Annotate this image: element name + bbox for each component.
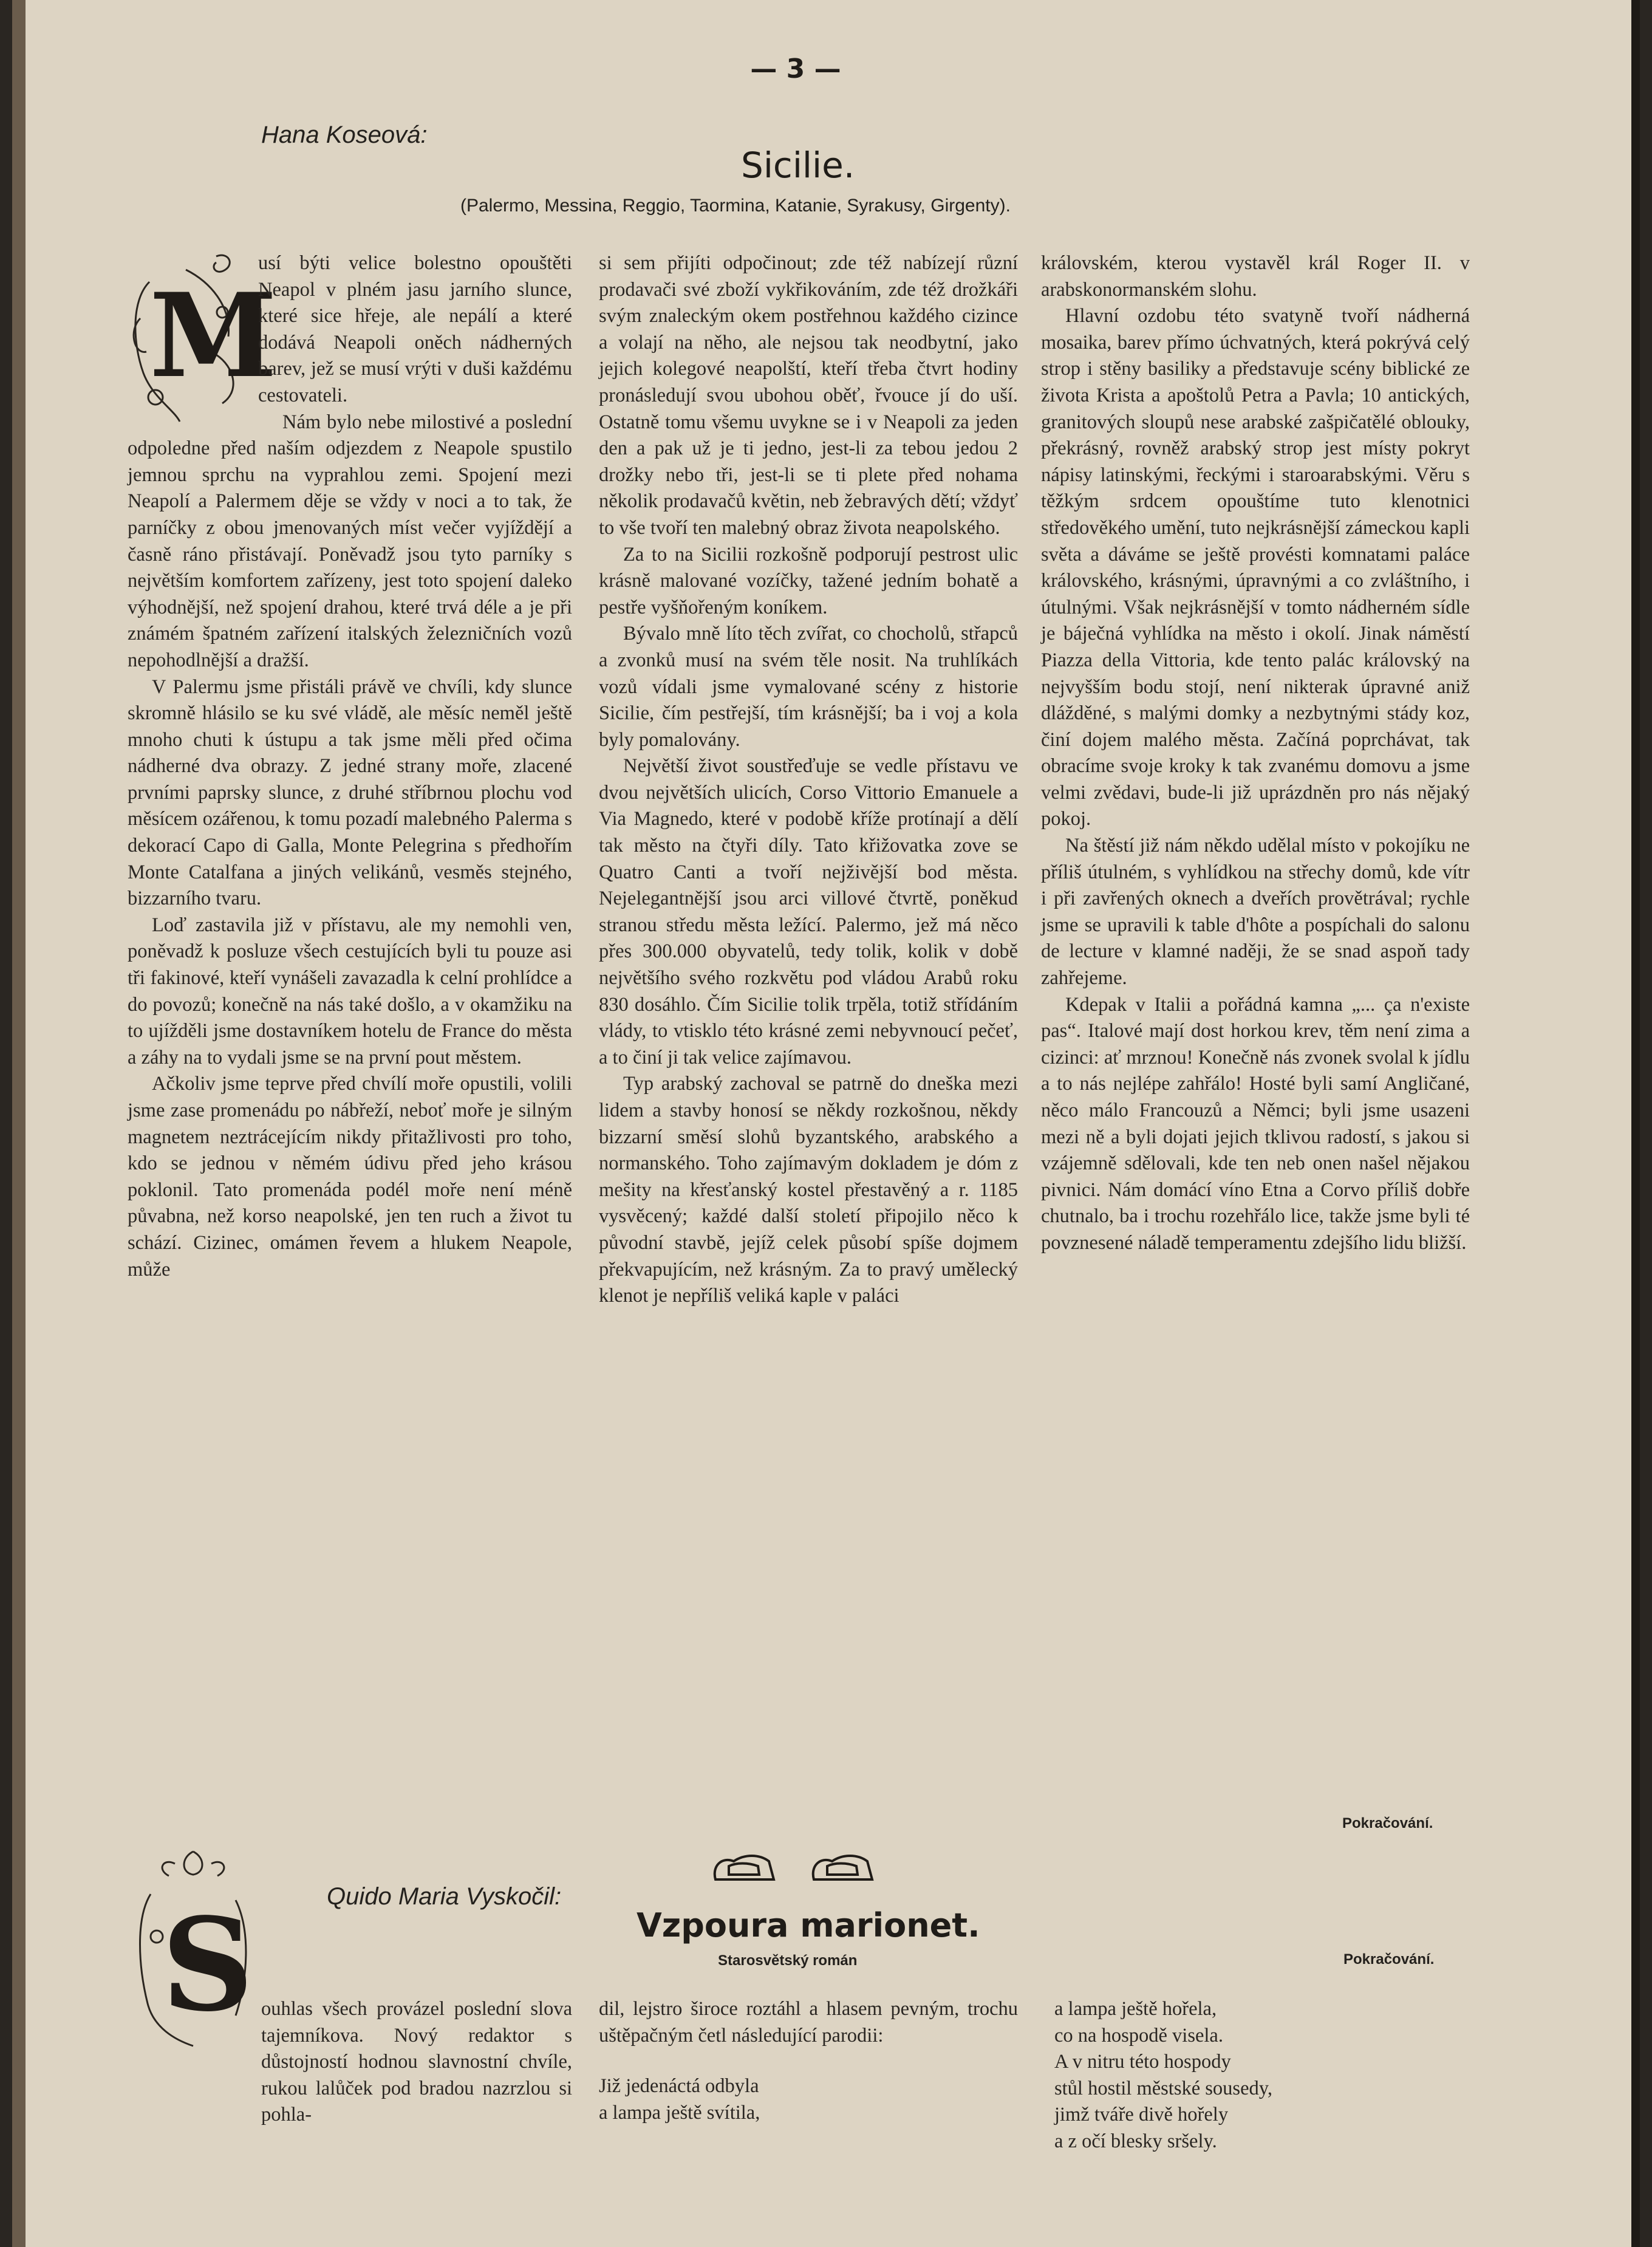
page — [12, 0, 1640, 2247]
paragraph: Největší život soustřeďuje se vedle přístavu ve dvou největších ulicích, Corso Vittorio Emanuele a Via Magnedo, které v podobě kříže protínají a dělí tak město na čtyři díly. Tato křižovatka zove se Quatro Canti a tvoří nejživější bod města. Nejelegantnější jsou arci villové čtvrtě, poněkud stranou středu města ležící. Palermo, jež má něco přes 300.000 obyvatelů, tedy tolik, kolik v době největšího svého rozkvětu pod vládou Arabů roku 830 dosáhlo. Čím Sicilie tolik trpěla, totiž střídáním vlády, to vtisklo této krásné zemi nebyvnoucí pečeť, a to činí ji tak velice zajímavou. — [599, 755, 1018, 1069]
poem-line: A v nitru této hospody — [1054, 2051, 1231, 2073]
paragraph: Kdepak v Italii a pořádná kamna „... ça n'existe pas“. Italové mají dost horkou krev, těm není zima a cizinci: ať mrznou! Konečně nás zvonek svolal k jídlu a to nás nejlépe zahřálo! Hosté byli samí Angličané, něco málo Francouzů a Němci; byli jsme usazeni mezi ně a byli dojati jejich tklivou radostí, s jakou si vzájemně sdělovali, kde ten neb onen našel nějakou pivnici. Nám domácí víno Etna a Corvo příliš dobře chutnalo, ba i trochu rozehřálo lice, takže jsme byli té povznesené náladě temperamentu zdejšího lidu bližší. — [1041, 993, 1470, 1254]
article-column-3 — [1054, 1996, 1419, 2178]
paragraph: usí býti velice bolestno opouštěti Neapol v plném jasu jarního slunce, které sice hřeje, ale nepálí a které dodává Neapoli oněch nádherných barev, jež se musí vrýti v duši každému cestovateli. — [258, 252, 572, 406]
poem-line: a lampa ještě svítila, — [599, 2101, 760, 2124]
article-title: Vzpoura marionet. — [637, 1906, 980, 1944]
ornament-icon — [809, 1848, 876, 1884]
poem-line: Již jedenáctá odbyla — [599, 2075, 759, 2098]
paragraph: královském, kterou vystavěl král Roger II. v arabskonormanském slohu. — [1041, 252, 1470, 301]
paragraph: V Palermu jsme přistáli právě ve chvíli, kdy slunce skromně hlásilo se ku své vládě, ale měsíc neměl ještě mnoho chuti k ústupu a tak jsme měli před očima nádherné dva obrazy. Z jedné strany moře, zlacené prvními paprsky slunce, z druhé stříbrnou plochu vod měsícem ozářenou, k tomu pozadí malebného Palerma s dekorací Capo di Galla, Monte Pelegrina s předhořím Monte Catalfana a jiných velikánů, vesměs stejného, bizzarního tvaru. — [128, 675, 572, 910]
binding-spine — [12, 0, 26, 2247]
article-author: Hana Koseová: — [261, 121, 428, 148]
paragraph: Bývalo mně líto těch zvířat, co chocholů, střapců a zvonků musí na svém těle nosit. Na truhlíkách vozů vídali jsme vymalované scény z historie Sicilie, čím pestřejší, tím krásnější; ba i voj a kola byly pomalovány. — [599, 623, 1018, 751]
continued-note: Pokračování. — [1343, 1951, 1435, 1968]
poem-line: stůl hostil městské sousedy, — [1054, 2077, 1273, 2099]
article-subtitle: (Palermo, Messina, Reggio, Taormina, Katanie, Syrakusy, Girgenty). — [460, 196, 1011, 216]
paragraph: Za to na Sicilii rozkošně podporují pestrost ulic krásně malované vozíčky, tažené jedním bohatě a pestře vyšňořeným koníkem. — [599, 543, 1018, 618]
article-subtitle: Starosvětský román — [718, 1952, 858, 1969]
initial-letter: M — [149, 268, 278, 403]
article-column-1 — [128, 250, 572, 1830]
article-column-2 — [599, 1996, 1018, 2178]
continued-note: Pokračování. — [1342, 1815, 1433, 1831]
article-author: Quido Maria Vyskočil: — [327, 1883, 562, 1910]
ornament-icon — [711, 1848, 777, 1884]
paragraph: ouhlas všech provázel poslední slova tajemníkova. Nový redaktor s důstojností hodnou slavnostní chvíle, rukou lalůček pod bradou nazrzlou si pohla- — [261, 1998, 572, 2126]
poem-line: jimž tváře divě hořely — [1054, 2104, 1229, 2126]
poem-line: a z očí blesky sršely. — [1054, 2130, 1217, 2152]
article-column-1 — [261, 1996, 572, 2166]
paragraph: Hlavní ozdobu této svatyně tvoří nádherná mosaika, barev přímo úchvatných, která pokrývá celý strop i stěny basiliky a představuje scény biblické ze života Krista a apoštolů Petra a Pavla; 10 antických, granitových sloupů nese arabské zašpičatělé oblouky, překrásný, rovněž arabský strop jest místy pokryt nápisy latinskými, řeckými i staroarabskými. Věru s těžkým srdcem opouštíme tuto klenotnici středověkého umění, tuto nejkrásnější zámeckou kapli světa a dáváme se ještě provésti komnatami paláce královského, krásnými, úpravnými a co zvláštního, i útulnými. Však nejkrásnější v tomto nádherném sídle je báječná vyhlídka na město i okolí. Jinak náměstí Piazza della Vittoria, kde tento palác královský na nejvyšším bodu stojí, není nikterak úpravné aniž dlážděné, s malými domky a nezbytnými stády koz, činí dojem malého města. Začíná poprchávat, tak obracíme svoje kroky k tak zvanému domovu a jsme velmi zvědavi, bude-li již uprázdněn pro nás nějaký pokoj. — [1041, 305, 1470, 830]
page-number: — 3 — — [750, 53, 841, 84]
paragraph: Loď zastavila již v přístavu, ale my nemohli ven, poněvadž k posluze všech cestujících byli tu pouze asi tři fakinové, kteří vynášeli zavazadla k celní prohlídce a do povozů; konečně na nás také došlo, a v okamžiku na to ujížděli jsme dostavníkem hotelu de France do města a záhy na to vydali jsme se na první pout městem. — [128, 914, 572, 1069]
poem-line: a lampa ještě hořela, — [1054, 1998, 1217, 2020]
paragraph: Nám bylo nebe milostivé a poslední odpoledne před naším odjezdem z Neapole spustilo jemnou sprchu na vyprahlou zemi. Spojení mezi Neapolí a Palermem děje se vždy v noci a to tak, že parníčky z obou jmenovaných míst večer vyjíždějí a časně ráno přistávají. Poněvadž jsou tyto parníky s největším komfortem zařízeny, jest toto spojení daleko výhodnější, než spojení drahou, které trvá déle a je při známém špatném zařízení italských železničních vozů nepohodlnější a dražší. — [128, 411, 572, 671]
page-edge — [1631, 0, 1640, 2247]
article-column-3 — [1041, 250, 1470, 1830]
paragraph: Typ arabský zachoval se patrně do dneška mezi lidem a stavby honosí se někdy rozkošnou, někdy bizzarní směsí slohů byzantského, arabského a normanského. Toho zajímavým dokladem je dóm z mešity na křesťanský kostel přestavěný a r. 1185 vysvěcený; každé další století připojilo něco k původní stavbě, jejíž celek působí spíše dojmem překvapujícím, než krásným. Za to pravý umělecký klenot je nepříliš veliká kaple v paláci — [599, 1073, 1018, 1307]
paragraph: si sem přijíti odpočinout; zde též nabízejí různí prodavači své zboží vykřikováním, zde též drožkáři svým znaleckým okem postřehnou každého cizince a volají na něho, ale nejsou tak neodbytní, jako jejich kolegové neapolští, kteří třeba čtvrt hodiny pronásledují svou ubohou oběť, řvouce jí do uší. Ostatně tomu všemu uvykne se i v Neapoli za jeden den a pak už je ti jedno, jest-li za tebou jedou 2 drožky nebo tři, jest-li se ti plete před nohama několik prodavačů květin, neb žebravých dětí; vždyť to vše tvoří ten malebný obraz života neapolského. — [599, 252, 1018, 539]
paragraph: Ačkoliv jsme teprve před chvílí moře opustili, volili jsme zase promenádu po nábřeží, neboť moře je silným magnetem neztrácejícím nikdy přitažlivosti pro toho, kdo se jednou v němém údivu před jeho krásou poklonil. Tato promenáda podél moře není méně půvabna, než korso neapolské, jen ten ruch a život tu schází. Cizinec, omámen řevem a hlukem Neapole, může — [128, 1073, 572, 1281]
paragraph: dil, lejstro široce roztáhl a hlasem pevným, trochu uštěpačným četl následující parodii: — [599, 1998, 1018, 2047]
decorated-initial-s-icon — [132, 1845, 257, 2052]
decorated-initial-m-icon — [125, 245, 278, 428]
paragraph: Na štěstí již nám někdo udělal místo v pokojíku ne příliš útulném, s vyhlídkou na střechy domů, kde vítr i při zavřených oknech a dveřích provětrával; rychle jsme se upravili k table d'hôte a pospíchali do salonu de lecture v klamné naději, že se snad aspoň tady zahřejeme. — [1041, 835, 1470, 990]
poem-line: co na hospodě visela. — [1054, 2024, 1223, 2047]
initial-letter: S — [162, 1890, 254, 2040]
article-title: Sicilie. — [741, 145, 855, 186]
article-column-2 — [599, 250, 1018, 1830]
